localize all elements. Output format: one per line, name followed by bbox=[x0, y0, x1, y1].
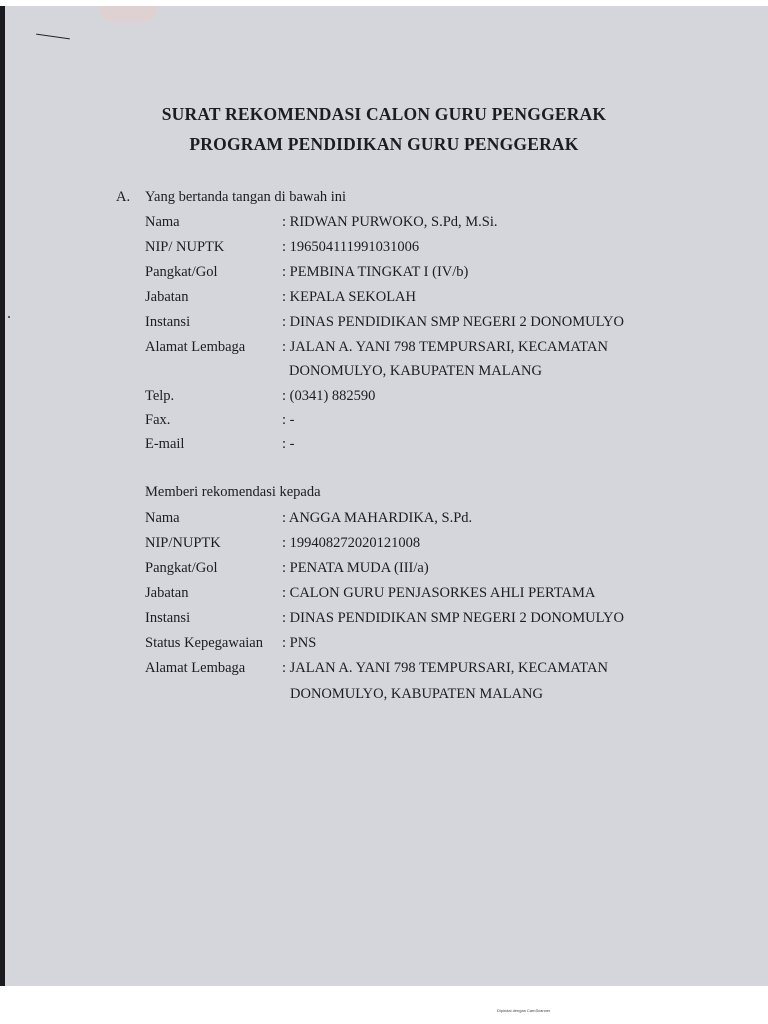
field-value: : 196504111991031006 bbox=[282, 239, 420, 255]
field-label: Alamat Lembaga bbox=[145, 660, 246, 676]
paper-stain bbox=[98, 6, 158, 22]
document-title: SURAT REKOMENDASI CALON GURU PENGGERAK bbox=[161, 104, 607, 124]
field-label: Fax. bbox=[145, 412, 171, 428]
field-label: E-mail bbox=[145, 436, 185, 452]
field-value: : (0341) 882590 bbox=[282, 388, 376, 404]
field-label: Instansi bbox=[145, 314, 191, 330]
field-value: : ANGGA MAHARDIKA, S.Pd. bbox=[282, 510, 473, 526]
section-a-lead: Yang bertanda tangan di bawah ini bbox=[145, 189, 347, 205]
field-value: DONOMULYO, KABUPATEN MALANG bbox=[290, 686, 543, 702]
field-label: Alamat Lembaga bbox=[145, 339, 246, 355]
section-b-lead: Memberi rekomendasi kepada bbox=[145, 484, 321, 500]
field-value: : DINAS PENDIDIKAN SMP NEGERI 2 DONOMULYO bbox=[282, 610, 624, 626]
field-value: : 199408272020121008 bbox=[282, 535, 421, 551]
field-value: : JALAN A. YANI 798 TEMPURSARI, KECAMATAN bbox=[282, 339, 608, 355]
field-value: : KEPALA SEKOLAH bbox=[282, 289, 417, 305]
field-value: : JALAN A. YANI 798 TEMPURSARI, KECAMATAN bbox=[282, 660, 608, 676]
field-value: : CALON GURU PENJASORKES AHLI PERTAMA bbox=[282, 585, 596, 601]
field-label: Pangkat/Gol bbox=[145, 560, 218, 576]
field-value: : RIDWAN PURWOKO, S.Pd, M.Si. bbox=[282, 214, 498, 230]
field-label: Jabatan bbox=[145, 289, 189, 305]
section-a-marker: A. bbox=[116, 189, 131, 205]
field-value: : DINAS PENDIDIKAN SMP NEGERI 2 DONOMULYO bbox=[282, 314, 624, 330]
field-label: Telp. bbox=[145, 388, 175, 404]
field-label: NIP/ NUPTK bbox=[145, 239, 225, 255]
field-value: DONOMULYO, KABUPATEN MALANG bbox=[289, 363, 542, 379]
field-label: Instansi bbox=[145, 610, 191, 626]
field-label: Status Kepegawaian bbox=[145, 635, 263, 651]
field-label: Jabatan bbox=[145, 585, 189, 601]
document-subtitle: PROGRAM PENDIDIKAN GURU PENGGERAK bbox=[189, 134, 579, 154]
field-label: Nama bbox=[145, 214, 180, 230]
field-label: Pangkat/Gol bbox=[145, 264, 218, 280]
field-value: : - bbox=[282, 436, 295, 452]
field-value: : PEMBINA TINGKAT I (IV/b) bbox=[282, 264, 469, 280]
paper-speck bbox=[8, 316, 10, 318]
scanner-credit: Dipindai dengan CamScanner bbox=[497, 1008, 551, 1013]
field-label: NIP/NUPTK bbox=[145, 535, 221, 551]
field-value: : PENATA MUDA (III/a) bbox=[282, 560, 429, 576]
field-label: Nama bbox=[145, 510, 180, 526]
field-value: : - bbox=[282, 412, 295, 428]
field-value: : PNS bbox=[282, 635, 317, 651]
